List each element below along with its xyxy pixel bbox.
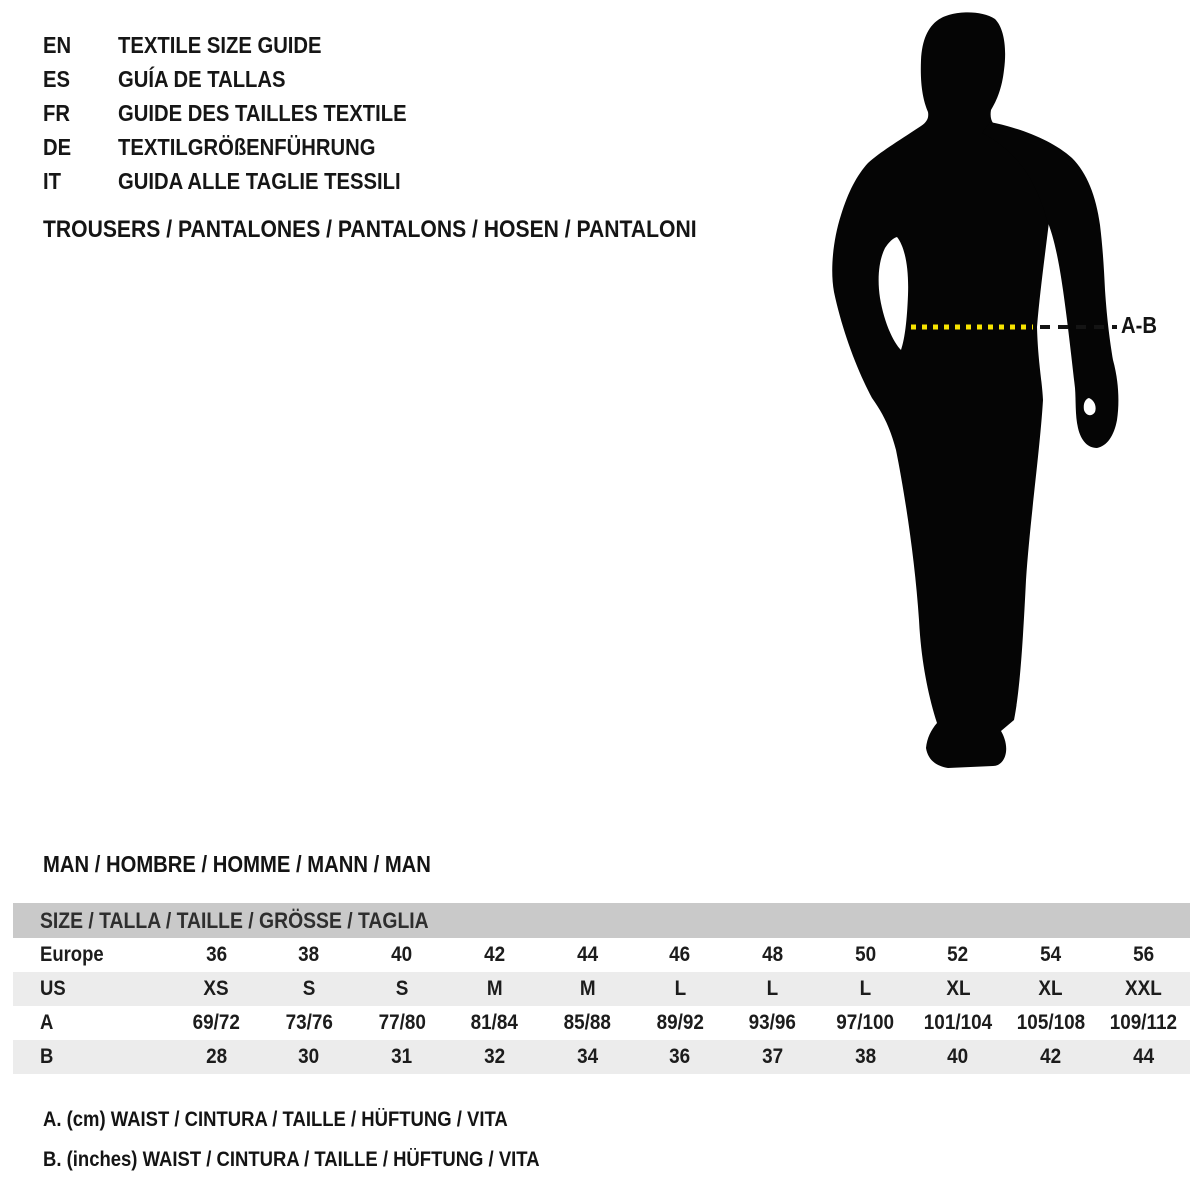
lang-code: ES	[43, 65, 71, 92]
table-cell: 30	[298, 1045, 320, 1068]
table-cell: 105/108	[1016, 1011, 1086, 1034]
table-cell: 46	[669, 943, 691, 966]
table-row-us	[13, 972, 1190, 1006]
table-cell: M	[486, 977, 503, 1000]
table-cell: L	[859, 977, 872, 1000]
table-cell: 42	[484, 943, 506, 966]
lang-code: FR	[43, 99, 70, 126]
section-heading-man: MAN / HOMBRE / HOMME / MANN / MAN	[43, 851, 431, 877]
table-row-a-cm	[13, 1006, 1190, 1040]
lang-row-it	[43, 164, 446, 198]
lang-code: DE	[43, 133, 72, 160]
lang-row-de	[43, 130, 446, 164]
size-table-header: SIZE / TALLA / TAILLE / GRÖSSE / TAGLIA	[13, 903, 1190, 938]
table-row-b-inches	[13, 1040, 1190, 1074]
lang-title: TEXTILE SIZE GUIDE	[118, 31, 322, 58]
table-cell: 42	[1040, 1045, 1062, 1068]
lang-row-en	[43, 28, 446, 62]
row-label: Europe	[40, 943, 104, 966]
table-cell: 38	[298, 943, 320, 966]
table-cell: 36	[205, 943, 227, 966]
table-cell: 37	[762, 1045, 784, 1068]
table-cell: M	[579, 977, 596, 1000]
table-cell: 36	[669, 1045, 691, 1068]
table-cell: 40	[947, 1045, 969, 1068]
table-cell: 48	[762, 943, 784, 966]
table-cell: XS	[203, 977, 229, 1000]
table-cell: 28	[205, 1045, 227, 1068]
table-cell: 81/84	[470, 1011, 519, 1034]
row-label: A	[40, 1011, 54, 1034]
table-cell: 85/88	[563, 1011, 611, 1034]
table-cell: 54	[1040, 943, 1062, 966]
row-label: US	[40, 977, 66, 1000]
table-cell: 97/100	[836, 1011, 895, 1034]
table-cell: 77/80	[378, 1011, 426, 1034]
table-cell: 109/112	[1109, 1011, 1178, 1034]
table-cell: 40	[391, 943, 413, 966]
footnote-b: B. (inches) WAIST / CINTURA / TAILLE / HÜFTUNG / VITA	[43, 1148, 540, 1171]
table-cell: 101/104	[923, 1011, 993, 1034]
footnote-a: A. (cm) WAIST / CINTURA / TAILLE / HÜFTUNG / VITA	[43, 1108, 508, 1131]
language-title-list	[43, 28, 446, 198]
table-cell: 34	[576, 1045, 598, 1068]
table-cell: S	[395, 977, 409, 1000]
measurement-footnotes	[43, 1100, 607, 1180]
table-row-europe	[13, 938, 1190, 972]
table-cell: 32	[484, 1045, 506, 1068]
table-cell: 93/96	[749, 1011, 797, 1034]
table-cell: 69/72	[192, 1011, 241, 1034]
lang-title: GUIDA ALLE TAGLIE TESSILI	[118, 167, 401, 194]
table-cell: 89/92	[656, 1011, 704, 1034]
table-cell: 38	[854, 1045, 876, 1068]
table-cell: S	[302, 977, 316, 1000]
table-cell: L	[674, 977, 686, 1000]
measure-label-ab: A-B	[1121, 312, 1157, 338]
man-silhouette	[832, 12, 1060, 768]
table-cell: 56	[1133, 943, 1155, 966]
category-heading: TROUSERS / PANTALONES / PANTALONS / HOSEN / PANTALONI	[43, 216, 697, 243]
lang-row-es	[43, 62, 446, 96]
table-cell: 52	[947, 943, 969, 966]
table-cell: L	[766, 977, 779, 1000]
table-cell: XL	[946, 977, 971, 1000]
table-cell: XXL	[1125, 977, 1163, 1000]
lang-code: IT	[43, 167, 61, 194]
lang-title: TEXTILGRÖßENFÜHRUNG	[118, 133, 376, 160]
row-label: B	[40, 1045, 54, 1068]
lang-code: EN	[43, 31, 72, 58]
table-cell: 44	[1133, 1045, 1155, 1068]
lang-row-fr	[43, 96, 446, 130]
lang-title: GUÍA DE TALLAS	[118, 65, 286, 92]
table-cell: XL	[1038, 977, 1063, 1000]
table-cell: 31	[391, 1045, 413, 1068]
table-cell: 50	[854, 943, 876, 966]
man-silhouette-figure	[820, 5, 1200, 785]
size-table	[13, 903, 1190, 1074]
lang-title: GUIDE DES TAILLES TEXTILE	[118, 99, 407, 126]
table-cell: 44	[576, 943, 598, 966]
table-cell: 73/76	[285, 1011, 333, 1034]
